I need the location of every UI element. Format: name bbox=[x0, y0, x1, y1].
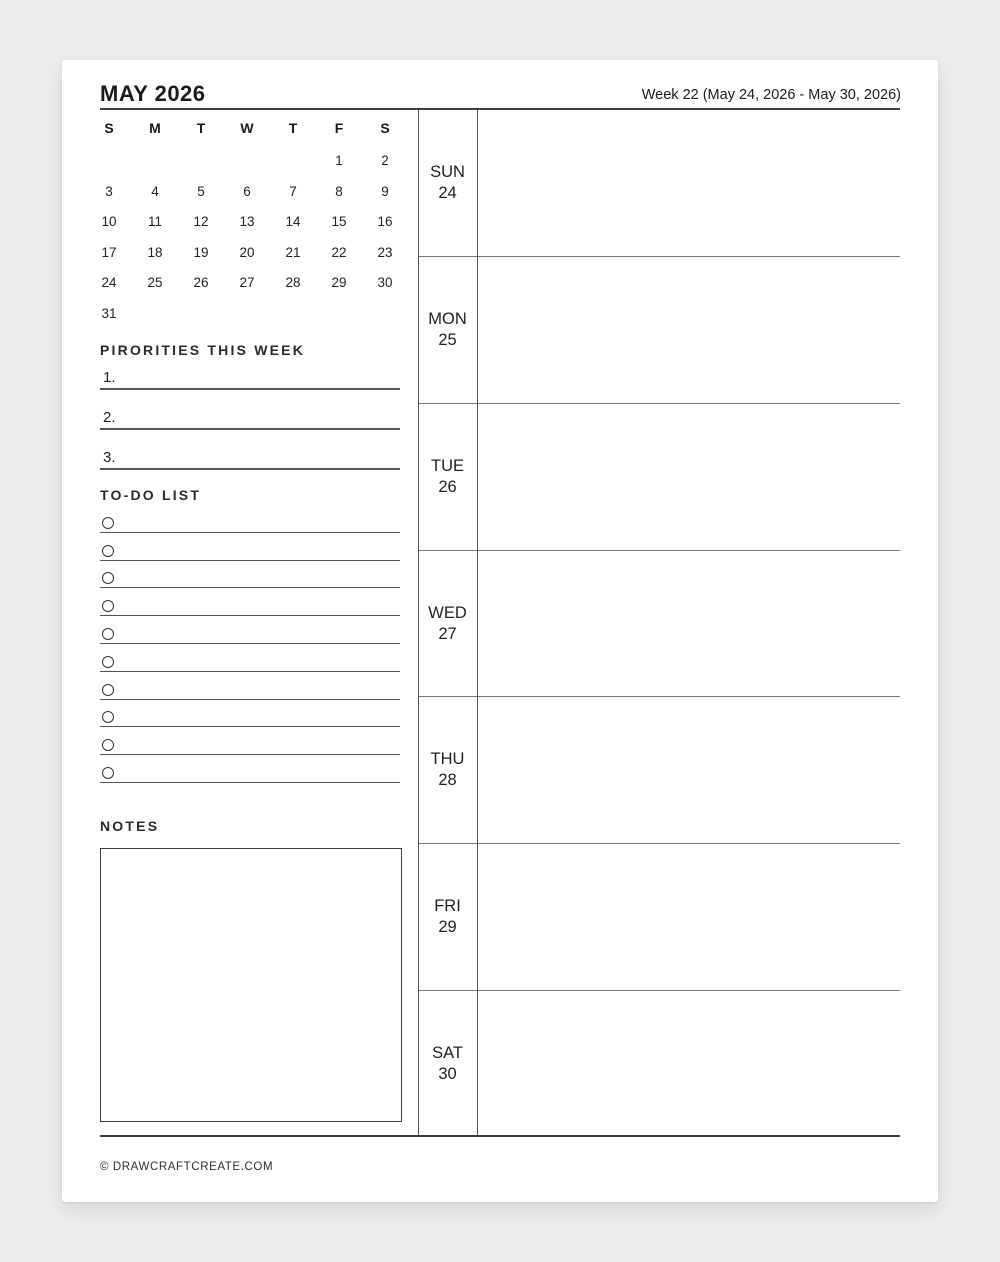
calendar-date: 1 bbox=[335, 153, 343, 168]
priorities-title: PIRORITIES THIS WEEK bbox=[100, 342, 306, 358]
todo-circle-icon bbox=[102, 517, 114, 529]
todo-circle-icon bbox=[102, 739, 114, 751]
priority-item bbox=[100, 430, 400, 470]
day-date: 27 bbox=[438, 624, 457, 643]
calendar-day-header: S bbox=[104, 120, 114, 136]
calendar-date: 25 bbox=[147, 275, 163, 290]
day-row-thursday bbox=[418, 697, 900, 844]
page-title: MAY 2026 bbox=[100, 81, 206, 106]
todo-item bbox=[100, 700, 400, 728]
todo-item bbox=[100, 505, 400, 533]
todo-item bbox=[100, 727, 400, 755]
day-content bbox=[477, 110, 900, 256]
day-name: WED bbox=[428, 603, 467, 622]
calendar-date bbox=[132, 146, 178, 177]
calendar-date: 6 bbox=[243, 183, 251, 199]
priority-number: 1. bbox=[103, 369, 116, 386]
day-content bbox=[477, 991, 900, 1137]
priority-item bbox=[100, 390, 400, 430]
calendar-date: 29 bbox=[331, 275, 347, 290]
calendar-date: 17 bbox=[101, 244, 117, 260]
day-label bbox=[418, 456, 477, 498]
todo-item bbox=[100, 588, 400, 616]
day-row-tuesday bbox=[418, 404, 900, 551]
mini-calendar-week-row bbox=[86, 146, 408, 177]
day-name: MON bbox=[428, 309, 467, 328]
calendar-day-header: W bbox=[240, 120, 254, 136]
mini-calendar-week-row bbox=[86, 268, 408, 299]
day-date: 25 bbox=[438, 330, 457, 349]
day-label bbox=[418, 603, 477, 645]
day-row-sunday bbox=[418, 110, 900, 257]
calendar-date: 28 bbox=[285, 275, 301, 290]
calendar-day-header: T bbox=[288, 120, 298, 136]
calendar-date: 5 bbox=[197, 183, 205, 199]
planner-page bbox=[62, 60, 938, 1202]
mini-calendar-week-row bbox=[86, 238, 408, 269]
calendar-date bbox=[178, 299, 224, 330]
calendar-date: 10 bbox=[101, 214, 117, 229]
todo-item bbox=[100, 755, 400, 783]
calendar-date: 8 bbox=[335, 183, 343, 199]
calendar-date: 21 bbox=[285, 244, 301, 260]
day-column-right-divider bbox=[477, 110, 478, 1137]
day-name: TUE bbox=[431, 456, 464, 475]
day-content bbox=[477, 257, 900, 403]
calendar-date: 31 bbox=[101, 305, 117, 321]
calendar-date: 20 bbox=[239, 244, 255, 260]
calendar-day-header: F bbox=[334, 120, 344, 136]
calendar-day-header: M bbox=[149, 120, 161, 136]
todo-item bbox=[100, 533, 400, 561]
bottom-rule bbox=[100, 1135, 900, 1137]
calendar-date: 15 bbox=[331, 214, 347, 229]
day-label bbox=[418, 1043, 477, 1085]
day-row-friday bbox=[418, 844, 900, 991]
calendar-date bbox=[270, 299, 316, 330]
day-row-wednesday bbox=[418, 551, 900, 698]
mini-calendar bbox=[86, 110, 408, 329]
notes-title: NOTES bbox=[100, 818, 160, 834]
todo-circle-icon bbox=[102, 628, 114, 640]
todo-circle-icon bbox=[102, 684, 114, 696]
todo-item bbox=[100, 561, 400, 589]
calendar-date: 22 bbox=[331, 244, 347, 260]
calendar-date: 4 bbox=[151, 183, 159, 199]
mini-calendar-week-row bbox=[86, 207, 408, 238]
calendar-date: 30 bbox=[377, 275, 393, 290]
calendar-date: 14 bbox=[285, 214, 301, 229]
day-row-saturday bbox=[418, 991, 900, 1137]
calendar-date bbox=[224, 146, 270, 177]
day-label bbox=[418, 896, 477, 938]
calendar-date: 11 bbox=[147, 214, 162, 229]
day-date: 28 bbox=[438, 771, 457, 790]
calendar-date bbox=[270, 146, 316, 177]
calendar-date bbox=[132, 299, 178, 330]
todo-circle-icon bbox=[102, 656, 114, 668]
calendar-date bbox=[362, 299, 408, 330]
todo-circle-icon bbox=[102, 545, 114, 557]
day-name: THU bbox=[430, 750, 465, 769]
calendar-date: 9 bbox=[381, 183, 389, 199]
calendar-day-header: S bbox=[380, 120, 390, 136]
priorities-list bbox=[100, 350, 400, 470]
priority-item bbox=[100, 350, 400, 390]
week-grid bbox=[418, 110, 900, 1137]
day-content bbox=[477, 404, 900, 550]
day-content bbox=[477, 844, 900, 990]
footer-credit: © DRAWCRAFTCREATE.COM bbox=[100, 1161, 274, 1173]
calendar-date: 12 bbox=[193, 214, 209, 229]
todo-circle-icon bbox=[102, 767, 114, 779]
day-row-monday bbox=[418, 257, 900, 404]
day-label bbox=[418, 309, 477, 351]
todo-circle-icon bbox=[102, 711, 114, 723]
calendar-date bbox=[224, 299, 270, 330]
notes-box bbox=[100, 848, 402, 1122]
day-column-left-divider bbox=[418, 110, 419, 1137]
todo-list bbox=[100, 505, 400, 783]
day-label bbox=[418, 162, 477, 204]
day-label bbox=[418, 749, 477, 791]
todo-item bbox=[100, 616, 400, 644]
calendar-date: 3 bbox=[105, 183, 113, 199]
mini-calendar-week-row bbox=[86, 299, 408, 330]
calendar-date bbox=[86, 146, 132, 177]
calendar-date: 16 bbox=[377, 214, 393, 229]
week-range-label: Week 22 (May 24, 2026 - May 30, 2026) bbox=[641, 87, 901, 103]
calendar-date: 7 bbox=[289, 183, 297, 199]
calendar-date bbox=[316, 299, 362, 330]
calendar-date: 27 bbox=[239, 275, 255, 290]
priority-number: 2. bbox=[103, 409, 116, 426]
calendar-date: 26 bbox=[193, 275, 209, 290]
day-name: SUN bbox=[430, 162, 465, 181]
todo-title: TO-DO LIST bbox=[100, 487, 202, 503]
calendar-date: 19 bbox=[193, 244, 209, 260]
day-name: SAT bbox=[432, 1044, 463, 1063]
todo-item bbox=[100, 644, 400, 672]
calendar-date: 24 bbox=[101, 275, 117, 290]
day-name: FRI bbox=[434, 897, 461, 916]
day-date: 29 bbox=[438, 918, 457, 937]
todo-circle-icon bbox=[102, 600, 114, 612]
calendar-date: 23 bbox=[377, 244, 393, 260]
todo-circle-icon bbox=[102, 572, 114, 584]
priority-number: 3. bbox=[103, 449, 116, 466]
day-content bbox=[477, 697, 900, 843]
day-date: 26 bbox=[438, 477, 457, 496]
day-date: 30 bbox=[438, 1065, 457, 1084]
mini-calendar-week-row bbox=[86, 177, 408, 208]
calendar-date: 13 bbox=[239, 214, 255, 229]
mini-calendar-header-row bbox=[86, 110, 408, 146]
day-date: 24 bbox=[438, 183, 457, 202]
day-content bbox=[477, 551, 900, 697]
todo-item bbox=[100, 672, 400, 700]
calendar-date bbox=[178, 146, 224, 177]
calendar-day-header: T bbox=[196, 120, 206, 136]
calendar-date: 18 bbox=[147, 244, 163, 260]
calendar-date: 2 bbox=[381, 153, 389, 168]
